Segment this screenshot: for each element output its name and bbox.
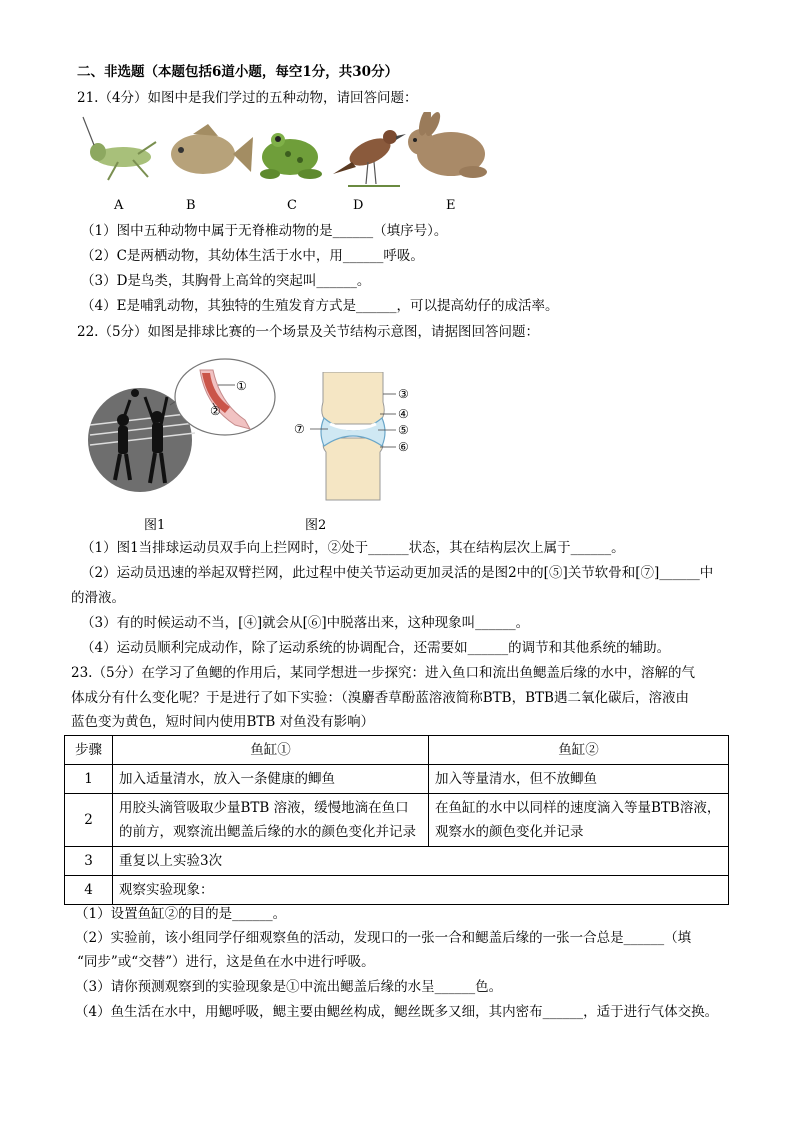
fig1-caption: 图1 bbox=[144, 518, 166, 533]
q21-stem: 21.（4分）如图中是我们学过的五种动物，请回答问题： bbox=[77, 90, 418, 106]
grasshopper-image bbox=[83, 117, 156, 180]
fig1-mark-2: ② bbox=[210, 404, 221, 418]
step-cell: 3 bbox=[65, 847, 113, 876]
cell-line: 的前方，观察流出鳃盖后缘的水的颜色变化并记录 bbox=[119, 824, 416, 840]
animal-label-d: D bbox=[353, 198, 364, 213]
q22-item-2: （2）运动员迅速的举起双臂拦网，此过程中使关节运动更加灵活的是图2中的[⑤]关节软骨和[⑦]______中 bbox=[81, 565, 714, 581]
experiment-table bbox=[64, 735, 729, 905]
q22-item-2-cont: 的滑液。 bbox=[71, 590, 125, 606]
q23-item-3: （3）请你预测观察到的实验现象是①中流出鳃盖后缘的水呈______色。 bbox=[75, 979, 503, 995]
volleyball-figure bbox=[85, 355, 285, 500]
animal-label-b: B bbox=[186, 198, 196, 213]
table-row bbox=[65, 794, 729, 847]
step-cell: 2 bbox=[65, 794, 113, 847]
fish-image bbox=[171, 124, 253, 174]
q23-item-4: （4）鱼生活在水中，用鳃呼吸，鳃主要由鳃丝构成，鳃丝既多又细，其内密布______，适于进行气体交换。 bbox=[75, 1004, 719, 1020]
q23-item-2: （2）实验前，该小组同学仔细观察鱼的活动，发现口的一张一合和鳃盖后缘的一张一合总是______（填 bbox=[75, 930, 692, 946]
table-header-row bbox=[65, 736, 729, 765]
q23-item-2-cont: “同步”或“交替”）进行，这是鱼在水中进行呼吸。 bbox=[77, 954, 375, 970]
fig2-mark-4: ④ bbox=[398, 407, 409, 421]
table-row bbox=[65, 765, 729, 794]
table-row bbox=[65, 847, 729, 876]
tank-2-cell: 加入等量清水，但不放鲫鱼 bbox=[429, 765, 729, 794]
cell-line: 在鱼缸的水中以同样的速度滴入等量BTB溶液， bbox=[435, 800, 721, 816]
bird-image bbox=[333, 130, 406, 186]
fig1-mark-1: ① bbox=[236, 379, 247, 393]
q22-item-4: （4）运动员顺利完成动作，除了运动系统的协调配合，还需要如______的调节和其他系统的辅助。 bbox=[81, 640, 671, 656]
animals-figure bbox=[78, 112, 498, 192]
tank-2-cell bbox=[429, 794, 729, 847]
animal-label-a: A bbox=[114, 198, 124, 213]
fig2-mark-7: ⑦ bbox=[294, 422, 305, 436]
arm-muscle-inset bbox=[175, 359, 275, 435]
q21-item-2: （2）C是两栖动物，其幼体生活于水中，用______呼吸。 bbox=[81, 248, 424, 264]
q22-stem: 22.（5分）如图是排球比赛的一个场景及关节结构示意图，请据图回答问题： bbox=[77, 324, 540, 340]
fig2-mark-6: ⑥ bbox=[398, 440, 409, 454]
q23-item-1: （1）设置鱼缸②的目的是______。 bbox=[75, 906, 287, 922]
tank-1-cell: 加入适量清水，放入一条健康的鲫鱼 bbox=[113, 765, 429, 794]
q22-item-3: （3）有的时候运动不当，[④]就会从[⑥]中脱落出来，这种现象叫______。 bbox=[81, 615, 530, 631]
animal-label-e: E bbox=[446, 198, 456, 213]
q22-item-1: （1）图1当排球运动员双手向上拦网时，②处于______状态，其在结构层次上属于______。 bbox=[81, 540, 625, 556]
step-cell: 1 bbox=[65, 765, 113, 794]
header-tank-1: 鱼缸① bbox=[113, 736, 429, 765]
q21-item-1: （1）图中五种动物中属于无脊椎动物的是______（填序号）。 bbox=[81, 223, 448, 239]
fig2-mark-5: ⑤ bbox=[398, 423, 409, 437]
header-tank-2: 鱼缸② bbox=[429, 736, 729, 765]
section-title: 二、非选题（本题包括6道小题，每空1分，共30分） bbox=[77, 64, 399, 80]
header-step: 步骤 bbox=[65, 736, 113, 765]
animal-label-c: C bbox=[287, 198, 297, 213]
table-row bbox=[65, 876, 729, 905]
q21-item-4: （4）E是哺乳动物，其独特的生殖发育方式是______，可以提高幼仔的成活率。 bbox=[81, 298, 559, 314]
cell-line: 用胶头滴管吸取少量BTB 溶液，缓慢地滴在鱼口 bbox=[119, 800, 409, 816]
q23-stem-2: 体成分有什么变化呢？于是进行了如下实验：（溴麝香草酚蓝溶液简称BTB，BTB遇二氧化碳后，溶液由 bbox=[71, 690, 689, 706]
tank-1-cell bbox=[113, 794, 429, 847]
q23-stem-3: 蓝色变为黄色，短时间内使用BTB 对鱼没有影响） bbox=[71, 714, 375, 730]
fig2-mark-3: ③ bbox=[398, 387, 409, 401]
ball bbox=[131, 389, 139, 397]
step-cell: 4 bbox=[65, 876, 113, 905]
merged-cell: 重复以上实验3次 bbox=[113, 847, 729, 876]
fig2-caption: 图2 bbox=[305, 518, 327, 533]
frog-image bbox=[260, 133, 322, 179]
q23-stem-1: 23.（5分）在学习了鱼鳃的作用后，某同学想进一步探究：进入鱼口和流出鱼鳃盖后缘的水中，溶解的气 bbox=[71, 665, 696, 681]
rabbit-image bbox=[408, 112, 487, 178]
cell-line: 观察水的颜色变化并记录 bbox=[435, 824, 584, 840]
merged-cell: 观察实验现象： bbox=[113, 876, 729, 905]
q21-item-3: （3）D是鸟类，其胸骨上高耸的突起叫______。 bbox=[81, 273, 371, 289]
